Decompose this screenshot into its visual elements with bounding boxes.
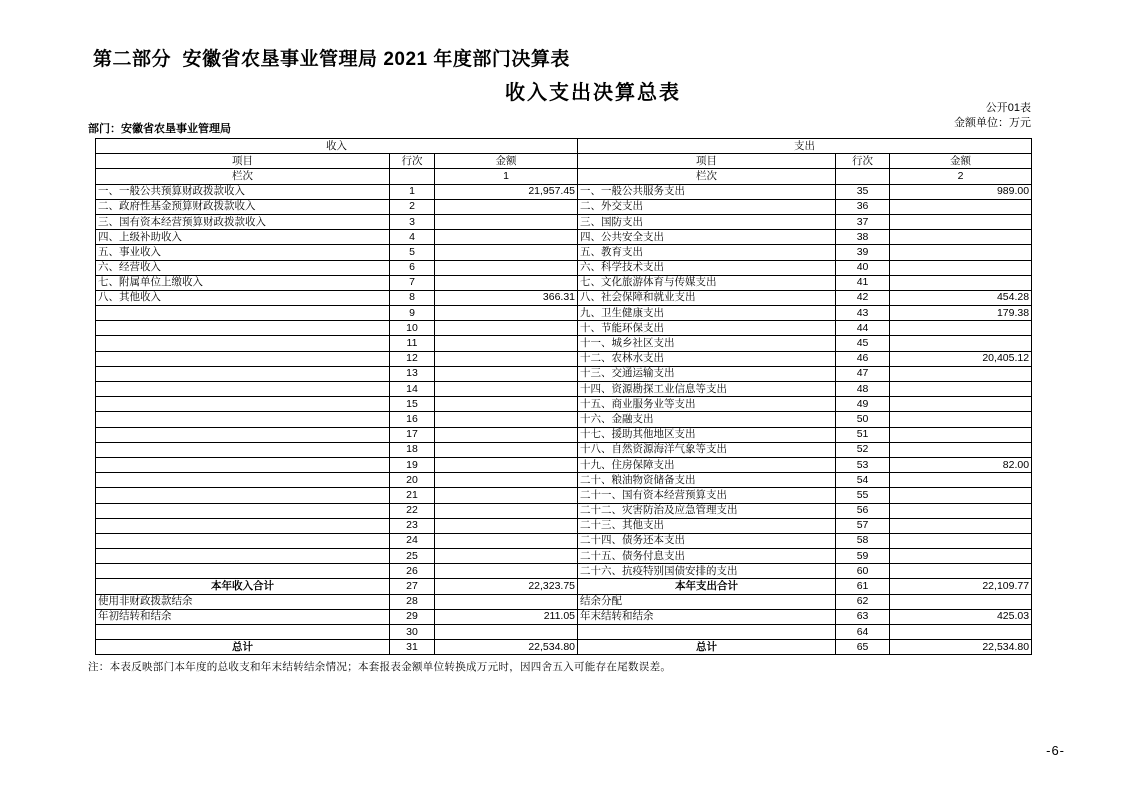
expense-lineno-cell: 63	[836, 609, 890, 624]
income-lineno-cell: 13	[390, 366, 435, 381]
income-lineno-cell: 14	[390, 382, 435, 397]
table-row	[96, 594, 1032, 609]
income-amount-cell	[435, 412, 578, 427]
expense-lineno-cell: 37	[836, 214, 890, 229]
expense-amount-cell: 22,109.77	[890, 579, 1032, 594]
table-row	[96, 488, 1032, 503]
expense-item-cell: 二十五、债务付息支出	[578, 549, 836, 564]
expense-lineno-cell: 51	[836, 427, 890, 442]
income-item-cell: 一、一般公共预算财政拨款收入	[96, 184, 390, 199]
expense-item-cell: 九、卫生健康支出	[578, 306, 836, 321]
income-lineno-cell: 18	[390, 442, 435, 457]
income-lineno-cell: 15	[390, 397, 435, 412]
table-row	[96, 625, 1032, 640]
table-container	[95, 138, 1031, 655]
expense-amount-cell	[890, 473, 1032, 488]
expense-amount-cell	[890, 533, 1032, 548]
income-amount-cell	[435, 336, 578, 351]
expense-lineno-header: 行次	[836, 154, 890, 169]
income-amount-cell: 366.31	[435, 290, 578, 305]
income-item-cell	[96, 336, 390, 351]
section-header-row	[96, 139, 1032, 154]
income-lineno-cell: 16	[390, 412, 435, 427]
expense-item-cell: 七、文化旅游体育与传媒支出	[578, 275, 836, 290]
expense-item-cell	[578, 625, 836, 640]
table-row	[96, 457, 1032, 472]
expense-amount-cell	[890, 397, 1032, 412]
income-item-cell: 二、政府性基金预算财政拨款收入	[96, 199, 390, 214]
table-row	[96, 230, 1032, 245]
department-label: 部门：安徽省农垦事业管理局	[88, 123, 231, 135]
table-title: 收入支出决算总表	[505, 82, 681, 104]
income-amount-cell: 22,534.80	[435, 640, 578, 655]
expense-lineno-cell: 53	[836, 457, 890, 472]
expense-lineno-cell: 40	[836, 260, 890, 275]
expense-amount-cell	[890, 199, 1032, 214]
income-lineno-cell: 9	[390, 306, 435, 321]
expense-amount-cell	[890, 594, 1032, 609]
income-amount-cell	[435, 199, 578, 214]
expense-amount-cell	[890, 321, 1032, 336]
income-lineno-cell: 21	[390, 488, 435, 503]
table-code-label: 公开01表	[985, 102, 1031, 114]
income-amount-cell	[435, 321, 578, 336]
income-item-cell	[96, 427, 390, 442]
income-item-cell	[96, 442, 390, 457]
income-lineno-cell: 8	[390, 290, 435, 305]
expense-lineno-cell: 48	[836, 382, 890, 397]
income-lineno-cell: 2	[390, 199, 435, 214]
table-row	[96, 366, 1032, 381]
expense-lineno-cell: 38	[836, 230, 890, 245]
income-lineno-cell: 29	[390, 609, 435, 624]
expense-item-cell: 十四、资源勘探工业信息等支出	[578, 382, 836, 397]
income-lineno-cell: 24	[390, 533, 435, 548]
table-row	[96, 306, 1032, 321]
income-amount-cell	[435, 230, 578, 245]
amount-unit-label: 金额单位：万元	[954, 116, 1031, 129]
expense-amount-cell	[890, 488, 1032, 503]
income-amount-cell	[435, 245, 578, 260]
expense-item-cell: 十一、城乡社区支出	[578, 336, 836, 351]
expense-amount-cell	[890, 427, 1032, 442]
table-row	[96, 609, 1032, 624]
expense-item-cell: 十二、农林水支出	[578, 351, 836, 366]
expense-lineno-cell: 52	[836, 442, 890, 457]
expense-amount-cell: 82.00	[890, 457, 1032, 472]
income-lineno-cell: 31	[390, 640, 435, 655]
expense-item-cell: 十五、商业服务业等支出	[578, 397, 836, 412]
table-row	[96, 214, 1032, 229]
table-row	[96, 549, 1032, 564]
expense-lineno-cell: 35	[836, 184, 890, 199]
expense-section-header: 支出	[578, 139, 1032, 154]
income-column-number: 1	[435, 169, 578, 184]
expense-item-cell: 十七、援助其他地区支出	[578, 427, 836, 442]
income-amount-cell	[435, 473, 578, 488]
expense-amount-cell: 20,405.12	[890, 351, 1032, 366]
table-row	[96, 397, 1032, 412]
table-row	[96, 533, 1032, 548]
expense-lineno-cell: 41	[836, 275, 890, 290]
income-item-cell: 三、国有资本经营预算财政拨款收入	[96, 214, 390, 229]
table-row	[96, 290, 1032, 305]
income-lineno-cell: 20	[390, 473, 435, 488]
income-item-cell	[96, 366, 390, 381]
expense-lineno-cell: 50	[836, 412, 890, 427]
expense-amount-header: 金额	[890, 154, 1032, 169]
income-lineno-cell: 4	[390, 230, 435, 245]
expense-lineno-cell: 62	[836, 594, 890, 609]
income-item-cell: 年初结转和结余	[96, 609, 390, 624]
table-row	[96, 321, 1032, 336]
income-lineno-cell: 12	[390, 351, 435, 366]
expense-lineno-cell: 56	[836, 503, 890, 518]
expense-lineno-cell: 60	[836, 564, 890, 579]
expense-item-cell: 三、国防支出	[578, 214, 836, 229]
income-amount-cell: 211.05	[435, 609, 578, 624]
expense-lineno-cell: 59	[836, 549, 890, 564]
expense-lineno-cell: 46	[836, 351, 890, 366]
expense-item-cell: 本年支出合计	[578, 579, 836, 594]
expense-item-cell: 八、社会保障和就业支出	[578, 290, 836, 305]
expense-item-cell: 一、一般公共服务支出	[578, 184, 836, 199]
expense-lineno-cell: 45	[836, 336, 890, 351]
income-amount-cell	[435, 518, 578, 533]
expense-lineno-cell: 65	[836, 640, 890, 655]
income-lineno-cell: 26	[390, 564, 435, 579]
expense-lineno-cell: 42	[836, 290, 890, 305]
income-lineno-cell: 25	[390, 549, 435, 564]
income-amount-cell	[435, 442, 578, 457]
expense-amount-cell	[890, 336, 1032, 351]
income-amount-cell	[435, 488, 578, 503]
income-amount-header: 金额	[435, 154, 578, 169]
income-lineno-cell: 10	[390, 321, 435, 336]
expense-amount-cell	[890, 382, 1032, 397]
table-row	[96, 579, 1032, 594]
income-amount-cell	[435, 503, 578, 518]
expense-amount-cell	[890, 275, 1032, 290]
income-amount-cell	[435, 275, 578, 290]
expense-lineno-cell: 43	[836, 306, 890, 321]
expense-amount-cell: 425.03	[890, 609, 1032, 624]
income-item-cell	[96, 518, 390, 533]
table-row	[96, 382, 1032, 397]
income-amount-cell	[435, 306, 578, 321]
income-lineno-cell: 6	[390, 260, 435, 275]
income-item-cell: 总计	[96, 640, 390, 655]
expense-amount-cell: 989.00	[890, 184, 1032, 199]
expense-amount-cell	[890, 230, 1032, 245]
expense-item-header: 项目	[578, 154, 836, 169]
expense-item-cell: 年末结转和结余	[578, 609, 836, 624]
income-lineno-cell: 23	[390, 518, 435, 533]
decision-table-body	[96, 184, 1032, 655]
income-amount-cell	[435, 625, 578, 640]
income-item-cell: 七、附属单位上缴收入	[96, 275, 390, 290]
expense-item-cell: 二十、粮油物资储备支出	[578, 473, 836, 488]
income-amount-cell	[435, 427, 578, 442]
income-item-cell	[96, 397, 390, 412]
table-meta	[954, 101, 1031, 130]
table-row	[96, 503, 1032, 518]
table-row	[96, 351, 1032, 366]
expense-amount-cell	[890, 549, 1032, 564]
income-lineno-cell: 30	[390, 625, 435, 640]
table-row	[96, 199, 1032, 214]
expense-item-cell: 二十二、灾害防治及应急管理支出	[578, 503, 836, 518]
table-row	[96, 427, 1032, 442]
income-item-cell: 八、其他收入	[96, 290, 390, 305]
income-amount-cell	[435, 351, 578, 366]
expense-item-cell: 二十六、抗疫特别国债安排的支出	[578, 564, 836, 579]
expense-item-cell: 总计	[578, 640, 836, 655]
income-item-cell	[96, 549, 390, 564]
footnote: 注：本表反映部门本年度的总收支和年末结转结余情况；本套报表金额单位转换成万元时，因四舍五入可能存在尾数误差。	[88, 661, 672, 673]
income-amount-cell	[435, 457, 578, 472]
income-lineno-cell: 19	[390, 457, 435, 472]
income-item-cell	[96, 321, 390, 336]
expense-lineno-cell: 57	[836, 518, 890, 533]
income-section-header: 收入	[96, 139, 578, 154]
income-lineno-cell: 28	[390, 594, 435, 609]
income-lineno-cell: 3	[390, 214, 435, 229]
income-lineno-cell: 27	[390, 579, 435, 594]
expense-lineno-cell: 39	[836, 245, 890, 260]
income-item-cell: 本年收入合计	[96, 579, 390, 594]
income-amount-cell	[435, 260, 578, 275]
expense-lineno-cell: 47	[836, 366, 890, 381]
income-amount-cell: 21,957.45	[435, 184, 578, 199]
expense-amount-cell	[890, 214, 1032, 229]
expense-item-cell: 二十三、其他支出	[578, 518, 836, 533]
expense-item-cell: 五、教育支出	[578, 245, 836, 260]
expense-amount-cell: 179.38	[890, 306, 1032, 321]
table-row	[96, 412, 1032, 427]
income-item-cell	[96, 473, 390, 488]
expense-lineno-cell: 55	[836, 488, 890, 503]
income-amount-cell	[435, 214, 578, 229]
income-amount-cell	[435, 533, 578, 548]
table-row	[96, 473, 1032, 488]
expense-item-cell: 四、公共安全支出	[578, 230, 836, 245]
income-item-cell	[96, 488, 390, 503]
income-item-cell	[96, 533, 390, 548]
column-header-row	[96, 154, 1032, 169]
table-row	[96, 260, 1032, 275]
income-lineno-cell: 7	[390, 275, 435, 290]
expense-item-cell: 二十一、国有资本经营预算支出	[578, 488, 836, 503]
expense-amount-cell	[890, 564, 1032, 579]
table-row	[96, 245, 1032, 260]
expense-lineno-cell: 54	[836, 473, 890, 488]
income-item-cell: 四、上级补助收入	[96, 230, 390, 245]
expense-item-cell: 十三、交通运输支出	[578, 366, 836, 381]
table-row	[96, 564, 1032, 579]
income-item-cell	[96, 306, 390, 321]
expense-lineno-cell: 61	[836, 579, 890, 594]
income-index-blank	[390, 169, 435, 184]
expense-item-cell: 十八、自然资源海洋气象等支出	[578, 442, 836, 457]
income-amount-cell	[435, 594, 578, 609]
expense-item-cell: 十六、金融支出	[578, 412, 836, 427]
income-item-cell	[96, 503, 390, 518]
income-amount-cell	[435, 564, 578, 579]
expense-lineno-cell: 36	[836, 199, 890, 214]
expense-item-cell: 十九、住房保障支出	[578, 457, 836, 472]
document-title: 第二部分 安徽省农垦事业管理局 2021 年度部门决算表	[93, 49, 570, 70]
income-item-cell	[96, 457, 390, 472]
income-index-label: 栏次	[96, 169, 390, 184]
income-lineno-cell: 17	[390, 427, 435, 442]
income-item-cell	[96, 412, 390, 427]
table-row	[96, 184, 1032, 199]
table-row	[96, 518, 1032, 533]
expense-amount-cell	[890, 260, 1032, 275]
income-item-cell: 六、经营收入	[96, 260, 390, 275]
expense-index-label: 栏次	[578, 169, 836, 184]
income-amount-cell	[435, 382, 578, 397]
expense-amount-cell	[890, 518, 1032, 533]
budget-summary-table	[95, 138, 1032, 655]
index-row	[96, 169, 1032, 184]
income-amount-cell	[435, 549, 578, 564]
income-lineno-cell: 1	[390, 184, 435, 199]
expense-amount-cell	[890, 503, 1032, 518]
expense-amount-cell: 454.28	[890, 290, 1032, 305]
expense-amount-cell	[890, 412, 1032, 427]
income-item-header: 项目	[96, 154, 390, 169]
table-row	[96, 336, 1032, 351]
income-lineno-cell: 5	[390, 245, 435, 260]
income-item-cell: 使用非财政拨款结余	[96, 594, 390, 609]
expense-item-cell: 十、节能环保支出	[578, 321, 836, 336]
income-item-cell	[96, 382, 390, 397]
income-item-cell	[96, 564, 390, 579]
expense-index-blank	[836, 169, 890, 184]
expense-item-cell: 二十四、债务还本支出	[578, 533, 836, 548]
table-row	[96, 640, 1032, 655]
expense-amount-cell: 22,534.80	[890, 640, 1032, 655]
table-row	[96, 275, 1032, 290]
expense-item-cell: 结余分配	[578, 594, 836, 609]
expense-lineno-cell: 44	[836, 321, 890, 336]
expense-amount-cell	[890, 366, 1032, 381]
income-item-cell	[96, 625, 390, 640]
income-lineno-cell: 11	[390, 336, 435, 351]
expense-lineno-cell: 49	[836, 397, 890, 412]
expense-item-cell: 二、外交支出	[578, 199, 836, 214]
income-item-cell	[96, 351, 390, 366]
expense-column-number: 2	[890, 169, 1032, 184]
table-row	[96, 442, 1032, 457]
income-item-cell: 五、事业收入	[96, 245, 390, 260]
expense-lineno-cell: 58	[836, 533, 890, 548]
income-lineno-cell: 22	[390, 503, 435, 518]
expense-amount-cell	[890, 625, 1032, 640]
expense-lineno-cell: 64	[836, 625, 890, 640]
income-amount-cell: 22,323.75	[435, 579, 578, 594]
expense-item-cell: 六、科学技术支出	[578, 260, 836, 275]
page-number: -6-	[1046, 743, 1065, 758]
income-lineno-header: 行次	[390, 154, 435, 169]
income-amount-cell	[435, 397, 578, 412]
income-amount-cell	[435, 366, 578, 381]
expense-amount-cell	[890, 245, 1032, 260]
expense-amount-cell	[890, 442, 1032, 457]
